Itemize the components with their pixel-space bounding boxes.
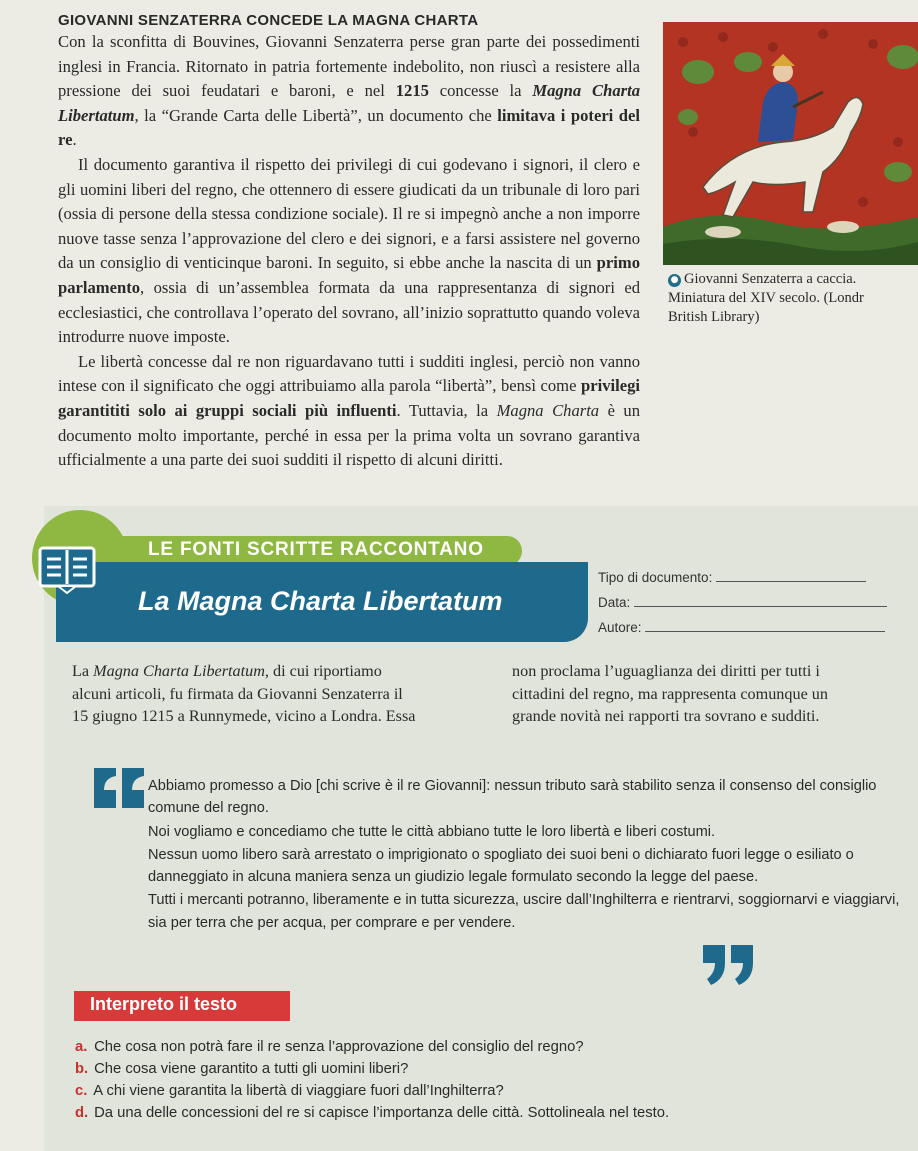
intro-right-line-3: grande novità nei rapporti tra sovrano e sudditi. [512, 707, 820, 725]
hunting-miniature-image [663, 22, 918, 265]
question-item: b. Che cosa viene garantito a tutti gli uomini liberi? [75, 1061, 409, 1077]
camera-icon: ● [668, 274, 681, 287]
intro-left-line-1: La Magna Charta Libertatum, di cui riportiamo [72, 662, 382, 680]
quote-article-2: Noi vogliamo e concediamo che tutte le città abbiano tutte le loro libertà e liberi costumi. [148, 823, 716, 840]
intro-right-line-2: cittadini del regno, ma rappresenta comunque un [512, 684, 828, 703]
intro-left-line-3: 15 giugno 1215 a Runnymede, vicino a Londra. Essa [72, 707, 416, 725]
question-item: d. Da una delle concessioni del re si capisce l’importanza delle città. Sottolineala nel testo. [75, 1105, 670, 1121]
document-icon [38, 546, 96, 594]
field-tipo-documento[interactable]: Tipo di documento: [598, 569, 866, 585]
paragraph-3: Le libertà concesse dal re non riguardavano tutti i sudditi inglesi, perciò non vanno intese con il significato che oggi attribuiamo alla parola “libertà”, bensì come privilegi garantititi solo ai gruppi sociali più influenti. Tuttavia, la Magna Charta è un documento molto importante, perché in essa per la prima volta un sovrano garantiva ufficialmente a una parte dei suoi sudditi il rispetto di alcuni diritti. [58, 351, 641, 470]
paragraph-1: Con la sconfitta di Bouvines, Giovanni Senzaterra perse gran parte dei possedimenti inglesi in Francia. Ritornato in patria fortemente indebolito, non riuscì a resistere alla pressione dei suoi feudatari e baroni, e nel 1215 concesse la Magna Charta Libertatum, la “Grande Carta delle Libertà”, un documento che limitava i poteri del re. [58, 32, 640, 150]
charter-quote [148, 775, 918, 935]
question-item: c. A chi viene garantita la libertà di viaggiare fuori dall’Inghilterra? [75, 1083, 504, 1099]
article-heading: GIOVANNI SENZATERRA CONCEDE LA MAGNA CHARTA [58, 12, 479, 29]
sources-section-label: LE FONTI SCRITTE RACCONTANO [148, 539, 484, 560]
field-autore[interactable]: Autore: [598, 619, 885, 635]
article-body [58, 30, 640, 473]
close-quote-icon [701, 943, 757, 987]
question-list [75, 1036, 918, 1124]
paragraph-2: Il documento garantiva il rispetto dei privilegi di cui godevano i signori, il clero e gli uomini liberi del regno, che ottennero di essere giudicati da un tribunale di loro pari (ossia di persone della stessa condizione sociale). Il re si impegnò anche a non imporre nuove tasse senza l’approvazione del clero e dei signori, e a farsi assistere nel governo da un consiglio di venticinque baroni. In seguito, si ebbe anche la nascita di un primo parlamento, ossia di un’assemblea formata da una rappresentanza di signori ed ecclesiastici, che controllava l’operato del sovrano, all’inizio soprattutto quando voleva introdurre nuove imposte. [58, 154, 640, 347]
intro-left-line-2: alcuni articoli, fu firmata da Giovanni Senzaterra il [72, 684, 403, 703]
exercise-title: Interpreto il testo [90, 994, 238, 1014]
document-title: La Magna Charta Libertatum [138, 586, 503, 616]
quote-article-4: Tutti i mercanti potranno, liberamente e in tutta sicurezza, uscire dall’Inghilterra e rientrarvi, soggiornarvi e viaggiarvi, sia per terra che per acqua, per comprare e per vendere. [148, 892, 900, 931]
quote-article-1: Abbiamo promesso a Dio [chi scrive è il re Giovanni]: nessun tributo sarà stabilito senza il consenso del consiglio comune del regno. [148, 778, 877, 817]
field-data[interactable]: Data: [598, 594, 887, 610]
image-caption: ● Giovanni Senzaterra a caccia. Miniatura del XIV secolo. (Londr British Library) [668, 271, 864, 325]
intro-right-line-1: non proclama l’uguaglianza dei diritti per tutti i [512, 662, 820, 680]
quote-article-3: Nessun uomo libero sarà arrestato o imprigionato o spogliato dei suoi beni o dichiarato fuori legge o esiliato o danneggiato in alcuna maniera senza un giudizio legale formulato secondo la legge del paese. [148, 846, 854, 886]
question-item: a. Che cosa non potrà fare il re senza l’approvazione del consiglio del regno? [75, 1039, 584, 1055]
open-quote-icon [92, 766, 148, 810]
